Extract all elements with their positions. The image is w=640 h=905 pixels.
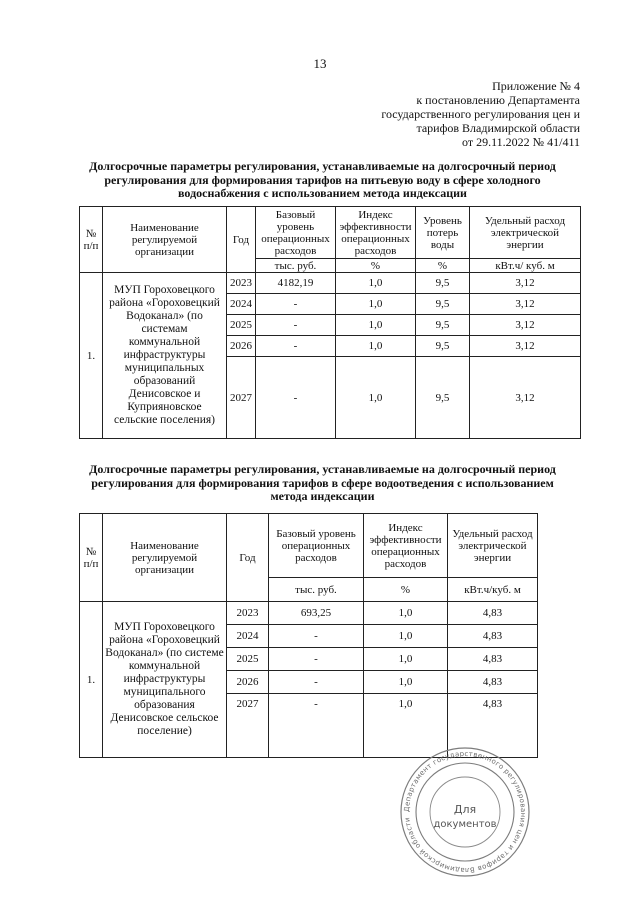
cell-index: 1,0 [364, 671, 448, 694]
cell-base: - [269, 625, 364, 648]
section1-title [60, 160, 585, 201]
header-num: № п/п [80, 514, 103, 602]
cell-base: - [256, 315, 336, 336]
cell-year: 2027 [227, 357, 256, 439]
title-line: Долгосрочные параметры регулирования, устанавливаемые на долгосрочный период [89, 462, 556, 476]
cell-energy: 4,83 [448, 671, 538, 694]
cell-base: - [269, 671, 364, 694]
cell-index: 1,0 [336, 315, 416, 336]
row-number: 1. [80, 273, 103, 439]
header-loss: Уровень потерь воды [416, 207, 470, 259]
cell-loss: 9,5 [416, 294, 470, 315]
title-line: регулирования для формирования тарифов на питьевую воду в сфере холодного [104, 172, 541, 187]
title-line: водоснабжения с использованием метода индексации [178, 186, 467, 200]
header-base: Базовый уровень операционных расходов [269, 514, 364, 578]
cell-year: 2024 [227, 294, 256, 315]
cell-index: 1,0 [364, 648, 448, 671]
cell-energy: 4,83 [448, 602, 538, 625]
unit-loss: % [416, 259, 470, 273]
cell-year: 2024 [227, 625, 269, 648]
header-energy: Удельный расход электрической энергии [470, 207, 581, 259]
unit-energy: кВт.ч/куб. м [448, 578, 538, 602]
cell-year: 2025 [227, 648, 269, 671]
cell-energy: 3,12 [470, 294, 581, 315]
stamp-center-text-2: документов [433, 819, 497, 830]
header-base: Базовый уровень операционных расходов [256, 207, 336, 259]
header-org: Наименование регулируемой организации [103, 207, 227, 273]
cell-base: - [256, 336, 336, 357]
appendix-header [280, 79, 580, 149]
appendix-line: к постановлению Департамента [416, 93, 580, 107]
cell-index: 1,0 [364, 625, 448, 648]
cell-energy: 3,12 [470, 357, 581, 439]
cell-base: 693,25 [269, 602, 364, 625]
cell-year: 2023 [227, 273, 256, 294]
cell-loss: 9,5 [416, 336, 470, 357]
cell-base: 4182,19 [256, 273, 336, 294]
cell-year: 2023 [227, 602, 269, 625]
cell-year: 2027 [227, 694, 269, 758]
table-row [80, 602, 538, 625]
cell-base: - [256, 357, 336, 439]
appendix-line: тарифов Владимирской области [416, 121, 580, 135]
cell-loss: 9,5 [416, 357, 470, 439]
cell-year: 2026 [227, 671, 269, 694]
title-line: метода индексации [270, 489, 375, 503]
cell-year: 2026 [227, 336, 256, 357]
organization-name: МУП Гороховецкого района «Гороховецкий Водоканал» (по системам коммунальной инфраструктуры муниципальных образований Денисовское и Куприяновское сельские поселения) [103, 273, 227, 439]
appendix-line: государственного регулирования цен и [381, 107, 580, 121]
stamp-center-text-1: Для [453, 803, 477, 816]
header-energy: Удельный расход электрической энергии [448, 514, 538, 578]
cell-index: 1,0 [336, 294, 416, 315]
cell-base: - [269, 694, 364, 758]
unit-energy: кВт.ч/ куб. м [470, 259, 581, 273]
header-org: Наименование регулируемой организации [103, 514, 227, 602]
cell-loss: 9,5 [416, 273, 470, 294]
title-line: Долгосрочные параметры регулирования, устанавливаемые на долгосрочный период [89, 159, 556, 173]
water-supply-table [79, 206, 581, 439]
organization-name: МУП Гороховецкого района «Гороховецкий Водоканал» (по системе коммунальной инфраструктуры муниципального образования Денисовское сельское поселение) [103, 602, 227, 758]
unit-base: тыс. руб. [256, 259, 336, 273]
cell-loss: 9,5 [416, 315, 470, 336]
cell-index: 1,0 [336, 357, 416, 439]
cell-energy: 3,12 [470, 273, 581, 294]
cell-index: 1,0 [364, 694, 448, 758]
title-line: регулирования для формирования тарифов в сфере водоотведения с использованием [91, 475, 554, 490]
cell-index: 1,0 [336, 336, 416, 357]
cell-base: - [269, 648, 364, 671]
cell-base: - [256, 294, 336, 315]
unit-index: % [336, 259, 416, 273]
unit-base: тыс. руб. [269, 578, 364, 602]
stamp-ring-text: Департамент государственного регулирования цен и тарифов Владимирской области [402, 749, 528, 875]
appendix-line: от 29.11.2022 № 41/411 [462, 135, 580, 149]
cell-year: 2025 [227, 315, 256, 336]
cell-energy: 3,12 [470, 336, 581, 357]
header-year: Год [227, 514, 269, 602]
header-num: № п/п [80, 207, 103, 273]
section2-title [60, 463, 585, 504]
cell-energy: 4,83 [448, 625, 538, 648]
cell-index: 1,0 [364, 602, 448, 625]
appendix-line: Приложение № 4 [492, 79, 580, 93]
table-row [80, 273, 581, 294]
header-index: Индекс эффективности операционных расходов [336, 207, 416, 259]
cell-index: 1,0 [336, 273, 416, 294]
cell-energy: 4,83 [448, 648, 538, 671]
row-number: 1. [80, 602, 103, 758]
cell-energy: 3,12 [470, 315, 581, 336]
page-number: 13 [313, 56, 327, 71]
wastewater-table [79, 513, 538, 758]
header-index: Индекс эффективности операционных расходов [364, 514, 448, 578]
cell-energy: 4,83 [448, 694, 538, 758]
header-year: Год [227, 207, 256, 273]
unit-index: % [364, 578, 448, 602]
official-stamp [398, 745, 532, 879]
